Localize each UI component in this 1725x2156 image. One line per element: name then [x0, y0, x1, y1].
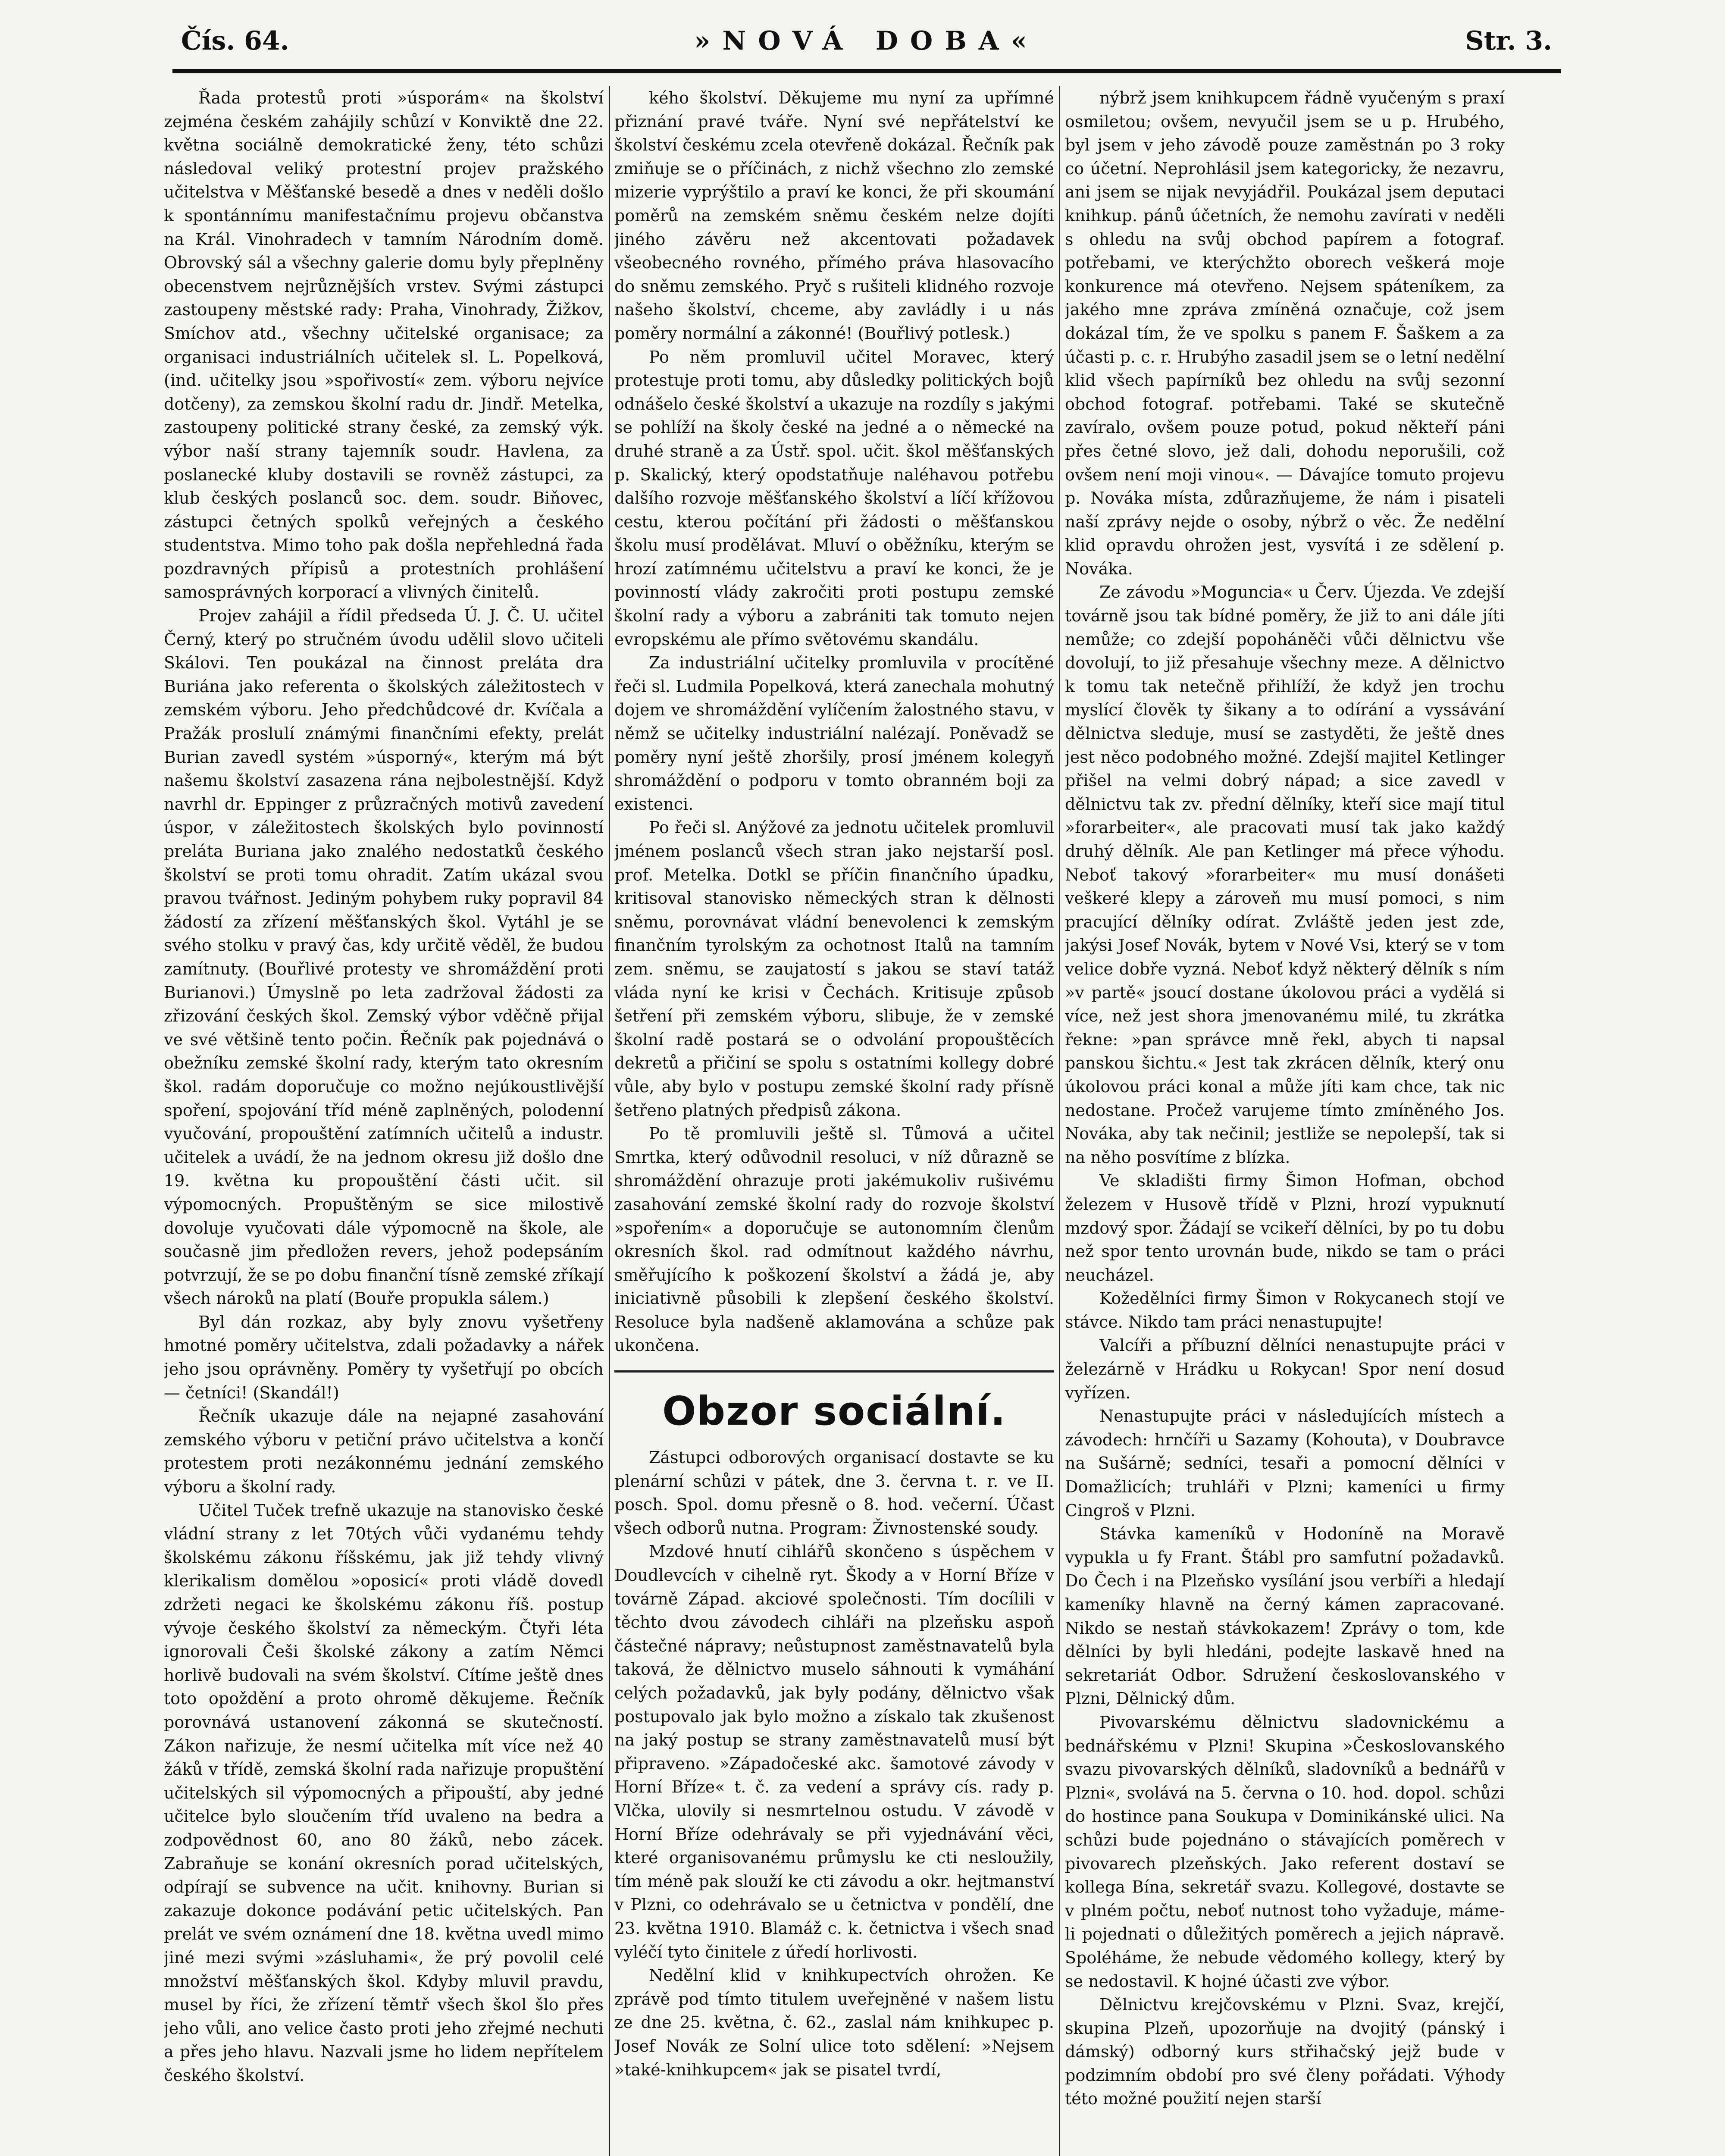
column-divider	[609, 86, 610, 2156]
article-paragraph: Učitel Tuček trefně ukazuje na stanovisko české vládní strany z let 70tých vůči vydanému tehdy školskému zákonu říšskému, jak již tehdy vlivný klerikalism domělou »oposicí« proti vládě dovedl zdržeti negaci ke školskému zákonu říš. postup vývoje českého školství za německým. Čtyři léta ignorovali Češi školské zákony a zatím Němci horlivě budovali na svém školství. Cítíme ještě dnes toto opoždění a proto ohromě děkujeme. Řečník porovnává ustanovení zákonná se skutečností. Zákon nařizuje, že nesmí učitelka mít více než 40 žáků v třídě, zemská školní rada nařizuje propuštění učitelských sil výpomocných a připouští, aby jedné učitelce bylo sloučením tříd uvaleno na bedra a zodpovědnost 60, ano 80 žáků, nebo zácek. Zabraňuje se konání okresních porad učitelských, odpírají se subvence na učit. knihovny. Burian si zakazuje dokonce podávání petic učitelských. Pan prelát ve svém oznámení dne 18. května uvedl mimo jiné mezi svými »zásluhami«, že prý povolil celé množství měšťanských škol. Kdyby mluvil pravdu, musel by říci, že zřízení těmtř všech škol šlo přes jeho vůli, ano velice často proti jeho zřejmé nechuti a přes jeho hlavu. Nazvali jsme ho lidem nepřítelem českého školství.	[164, 1501, 604, 2085]
article-column-1	[164, 86, 604, 2156]
news-item: Ve skladišti firmy Šimon Hofman, obchod železem v Husově třídě v Plzni, hrozí vypuknutí mzdový spor. Žádají se vcikeří dělníci, by po tu dobu než spor tento urovnán bude, nikdo se tam o práci neucházel.	[1065, 1171, 1505, 1285]
issue-number: Čís. 64.	[181, 26, 289, 56]
news-item: Stávka kameníků v Hodoníně na Moravě vypukla u fy Frant. Štábl pro samfutní požadavků. Do Čech i na Plzeňsko vysílání jsou verbíři a hledají kameníky hlavně na černý kámen zapracované. Nikdo se nestaň stávkokazem! Zprávy o tom, kde dělníci by byli hledáni, podejte laskavě hned na sekretariát Odbor. Sdružení českoslovanského v Plzni, Dělnický dům.	[1065, 1524, 1505, 1708]
article-column-3	[1065, 86, 1505, 2156]
news-item: Ze závodu »Moguncia« u Červ. Újezda. Ve zdejší továrně jsou tak bídné poměry, že již to ani dále jíti nemůže; co zdejší popoháněči vůči dělnictvu vše dovolují, to již přesahuje všechny meze. A dělnictvo k tomu tak netečně přihlíží, že když jen trochu myslící člověk ty šikany a to odírání a vyssávání dělnictva sleduje, musí se zastyděti, že ještě dnes jest něco podobného možné. Zdejší majitel Ketlinger přišel na velmi dobrý nápad; a sice zavedl v dělnictvu tak zv. přední dělníky, kteří sice mají titul »forarbeiter«, ale pracovati musí tak jako každý druhý dělník. Ale pan Ketlinger má přece výhodu. Neboť takový »forarbeiter« mu musí donášeti veškeré klepy a zároveň mu musí pomoci, s nim pracující dělníky odírat. Zvláště jeden jest zde, jakýsi Josef Novák, bytem v Nové Vsi, který se v tom velice dobře vyzná. Neboť když některý dělník s ním »v partě« jsoucí dostane úkolovou práci a vydělá si více, než jest shora jmenovanému milé, tu zkrátka řekne: »pan správce mně řekl, abych ti napsal panskou šichtu.« Jest tak zkrácen dělník, který onu úkolovou práci konal a může jíti kam chce, tak nic nedostane. Pročež varujeme tímto zmíněného Jos. Nováka, aby tak nečinil; jestliže se nepolepší, tak si na něho posvítíme z blízka.	[1065, 583, 1505, 1167]
article-paragraph: kého školství. Děkujeme mu nyní za upřímné přiznání pravé tváře. Nyní své nepřátelství ke školství českému zcela otevřeně dokázal. Řečník pak zmiňuje se o příčinách, z nichž všechno zlo zemské mizerie vyprýštilo a praví ke konci, že při skoumání poměrů na zemském sněmu českém nelze dojíti jiného závěru než akcentovati požadavek všeobecného rovného, přímého práva hlasovacího do sněmu zemského. Pryč s rušiteli klidného rozvoje našeho školství, chceme, aby zavládly i u nás poměry normální a zákonné! (Bouřlivý potlesk.)	[614, 88, 1054, 343]
news-item: Zástupci odborových organisací dostavte se ku plenární schůzi v pátek, dne 3. června t. r. ve II. posch. Spol. domu přesně o 8. hod. večerní. Účast všech odborů nutna. Program: Živnostenské soudy.	[614, 1448, 1054, 1538]
newspaper-title: »NOVÁ DOBA«	[694, 26, 1039, 56]
article-paragraph: Řada protestů proti »úsporám« na školství zejména českém zahájily schůzí v Konviktě dne 22. května sociálně demokratické ženy, této schůzi následoval veliký protestní projev pražského učitelstva v Měšťanské besedě a dnes v neděli došlo k spontánnímu manifestačnímu projevu občanstva na Král. Vinohradech v tamním Národním domě. Obrovský sál a všechny galerie domu byly přeplněny obecenstvem nejrůznějších vrstev. Svými zástupci zastoupeny městské rady: Praha, Vinohrady, Žižkov, Smíchov atd., všechny učitelské organisace; za organisaci industriálních učitelek sl. L. Popelková, (ind. učitelky jsou »spořivostí« zem. výboru nejvíce dotčeny), za zemskou školní radu dr. Jindř. Metelka, zastoupeny politické strany české, za zemský výk. výbor naší strany tajemník soudr. Havlena, za poslanecké kluby dostavili se rovněž zástupci, za klub českých poslanců soc. dem. soudr. Biňovec, zástupci četných spolků veřejných a českého studentstva. Mimo toho pak došla nepřehledná řada pozdravných přípisů a protestních prohlášení samosprávných korporací a vlivných činitelů.	[164, 88, 604, 602]
news-item: Nenastupujte práci v následujících místech a závodech: hrnčíři u Sazamy (Kohouta), v Doubravce na Sušárně; sedníci, tesaři a pomocní dělníci v Domažlicích; truhláři v Plzni; kameníci u firmy Cingroš v Plzni.	[1065, 1407, 1505, 1520]
news-item: Mzdové hnutí cihlářů skončeno s úspěchem v Doudlevcích v cihelně ryt. Škody a v Horní Bříze v továrně Západ. akciové společnosti. Tím docílili v těchto dvou závodech cihláři na plzeňsku aspoň částečné nápravy; neůstupnost zaměstnavatelů byla taková, že dělnictvo muselo sáhnouti k vymáhání celých požadavků, jak byly podány, dělnictvo však postupovalo jak bylo možno a získalo tak zkušenost na jaký postup se strany zaměstnavatelů musí být připraveno. »Západočeské akc. šamotové závody v Horní Bříze« t. č. za vedení a správy cís. rady p. Vlčka, ulovily si nesmrtelnou ostudu. V závodě v Horní Bříze odehrávaly se při vyjednávání věci, které organisovanému průmyslu ke cti nesloužily, tím méně pak slouží ke cti závodu a okr. hejtmanství v Plzni, co odehrávalo se u četnictva v pondělí, dne 23. května 1910. Blamáž c. k. četnictva i všech snad vyléčí tyto činitele z úředí horlivosti.	[614, 1542, 1054, 1962]
article-paragraph: Řečník ukazuje dále na nejapné zasahování zemského výboru v petiční právo učitelstva a končí protestem proti nezákonnému jednání zemského výboru a školní rady.	[164, 1407, 604, 1497]
article-paragraph: Projev zahájil a řídil předseda Ú. J. Č. U. učitel Černý, který po stručném úvodu udělil slovo učiteli Skálovi. Ten poukázal na činnost preláta dra Buriána jako referenta o školských záležitostech v zemském výboru. Jeho předchůdcové dr. Kvíčala a Pražák proslulí známými finančními efekty, prelát Burian zavedl systém »úsporný«, kterým má být našemu školství zasazena rána nejbolestnější. Když navrhl dr. Eppinger z průzračných motivů zavedení úspor, v záležitostech školských bylo povinností preláta Buriana jako znalého nedostatků českého školství se proti tomu ohradit. Zatím ukázal svou pravou tvářnost. Jediným pohybem ruky popravil 84 žádostí za zřízení měšťanských škol. Vytáhl je se svého stolku v pravý čas, kdy určitě věděl, že budou zamítnuty. (Bouřlivé protesty ve shromáždění proti Burianovi.) Úmyslně po leta zadržoval žádosti za zřizování českých škol. Zemský výbor vděčně přijal ve své většině tento počin. Řečník pak pojednává o obežníku zemské školní rady, kterým tato okresním škol. radám doporučuje co možno nejúkoustlivější spoření, spojování tříd méně zaplněných, polodenní vyučování, propouštění zatímních učitelů a industr. učitelek a uvádí, že na jednom okresu již došlo dne 19. května ku propouštění části učit. sil výpomocných. Propuštěným se sice milostivě dovoluje vyučovati dále výpomocně na škole, ale současně jim předložen revers, jehož podepsáním potvrzují, že se po dobu finanční tísně zemské zříkají všech nároků na platí (Bouře propukla sálem.)	[164, 606, 604, 1308]
news-item: Nedělní klid v knihkupectvích ohrožen. Ke zprávě pod tímto titulem uveřejněné v našem listu ze dne 25. května, č. 62., zaslal nám knihkupec p. Josef Novák ze Solní ulice toto sdělení: »Nejsem »také-knihkupcem« jak se pisatel tvrdí,	[614, 1966, 1054, 2079]
article-paragraph: Po řeči sl. Anýžové za jednotu učitelek promluvil jménem poslanců všech stran jako nejstarší posl. prof. Metelka. Dotkl se příčin finančního úpadku, kritisoval stanovisko německých stran k dělnosti sněmu, porovnávat vládní benevolenci k zemským finančním tyrolským za ochotnost Italů na tamním zem. sněmu, se zaujatostí s jakou se staví tatáž vláda nyní ke krisi v Čechách. Kritisuje způsob šetření při zemském výboru, slibuje, že v zemské školní radě postará se o odvolání propouštěcích dekretů a přičiní se spolu s ostatními kollegy dobré vůle, aby bylo v postupu zemské školní rady přísně šetřeno platných předpisů zákona.	[614, 818, 1054, 1120]
page-header	[181, 13, 1552, 73]
article-paragraph: Po tě promluvili ještě sl. Tůmová a učitel Smrtka, který odůvodnil resoluci, v níž důrazně se shromáždění ohrazuje proti jakémukoliv rušivému zasahování zemské školní rady do rozvoje školství »spořením« a doporučuje se autonomním členům okresních škol. rad odmítnout každého návrhu, směřujícího k poškození školství a žádá je, aby iniciativně působili k zlepšení českého školství. Resoluce byla nadšeně aklamována a schůze pak ukončena.	[614, 1124, 1054, 1355]
header-rule	[172, 69, 1561, 73]
section-divider	[614, 1370, 1054, 1373]
column-divider	[1059, 86, 1060, 2156]
article-paragraph: Byl dán rozkaz, aby byly znovu vyšetřeny hmotné poměry učitelstva, zdali požadavky a nářek jeho jsou oprávněny. Poměry ty vyšetřují po obcích — četníci! (Skandál!)	[164, 1312, 604, 1402]
article-paragraph: Za industriální učitelky promluvila v procítěné řeči sl. Ludmila Popelková, která zanechala mohutný dojem ve shromáždění vylíčením žalostného stavu, v němž se učitelky industriální nalézají. Poněvadž se poměry nyní ještě zhoršily, prosí jménem kolegyň shromáždění o podporu v tomto obranném boji za existenci.	[614, 653, 1054, 814]
page-number: Str. 3.	[1465, 26, 1552, 56]
section-title: Obzor sociální.	[662, 1388, 1006, 1435]
news-item: nýbrž jsem knihkupcem řádně vyučeným s praxí osmiletou; ovšem, nevyučil jsem se u p. Hrubého, byl jsem v jeho závodě pouze zaměstnán po 3 roky co účetní. Neprohlásil jsem kategoricky, že nezavru, ani jsem se nijak nevyjádřil. Poukázal jsem deputaci knihkup. pánů účetních, že nemohu zavírati v neděli s ohledu na svůj obchod papírem a fotograf. potřebami, ve kterýchžto oborech veškerá moje konkurence má otevřeno. Nejsem spáteníkem, za jakého mne zpráva zmíněná označuje, což jsem dokázal tím, že ve spolku s panem F. Šaškem a za účasti p. c. r. Hrubýho zasadil jsem se o letní nedělní klid všech papírníků bez ohledu na svůj sezonní obchod fotograf. potřebami. Také se skutečně zavíralo, ovšem pouze potud, pokud někteří páni přes četné slovo, jež dali, dohodu neporušili, což ovšem není moji vinou«. — Dávajíce tomuto projevu p. Nováka místa, zdůrazňujeme, že nám i pisateli naší zprávy nejde o osoby, nýbrž o věc. Že nedělní klid opravdu ohrožen jest, vysvítá i ze sdělení p. Nováka.	[1065, 88, 1505, 578]
news-item: Pivovarskému dělnictvu sladovnickému a bednářskému v Plzni! Skupina »Českoslovanského svazu pivovarských dělníků, sladovníků a bednářů v Plzni«, svolává na 5. června o 10. hod. dopol. schůzi do hostince pana Soukupa v Dominikánské ulici. Na schůzi bude pojednáno o stávajících poměrech v pivovarech plzeňských. Jako referent dostaví se kollega Bína, sekretář svazu. Kollegové, dostavte se v plném počtu, neboť nutnost toho vyžaduje, máme-li pojednati o důležitých poměrech a jejich nápravě. Spoléháme, že nebude vědomého kollegy, který by se nedostavil. K hojné účasti zve výbor.	[1065, 1712, 1505, 1991]
news-item: Dělnictvu krejčovskému v Plzni. Svaz, krejčí, skupina Plzeň, upozorňuje na dvojitý (pánský i dámský) odborný kurs střihačský jejž bude v podzimním období pro své členy pořádati. Výhody této možné použití nejen starší	[1065, 1995, 1505, 2109]
article-column-2	[614, 86, 1054, 2156]
news-item: Valcíři a příbuzní dělníci nenastupujte práci v železárně v Hrádku u Rokycan! Spor není dosud vyřízen.	[1065, 1336, 1505, 1402]
article-paragraph: Po něm promluvil učitel Moravec, který protestuje proti tomu, aby důsledky politických bojů odnášelo české školství a ukazuje na rozdíly s jakými se pohlíží na školy české na jedné a o německé na druhé straně a za Ústř. spol. učit. škol měšťanských p. Skalický, který opodstatňuje naléhavou potřebu dalšího rozvoje měšťanského školství a líčí křížovou cestu, kterou počítání při žádosti o měšťanskou školu musí prodělávat. Mluví o oběžníku, kterým se hrozí zatímnému učitelstvu a praví ke konci, že je povinností vlády zakročiti proti postupu zemské školní rady a výboru a zabrániti tak tomuto nejen evropskému ale přímo světovému skandálu.	[614, 347, 1054, 649]
news-item: Kožedělníci firmy Šimon v Rokycanech stojí ve stávce. Nikdo tam práci nenastupujte!	[1065, 1289, 1505, 1332]
